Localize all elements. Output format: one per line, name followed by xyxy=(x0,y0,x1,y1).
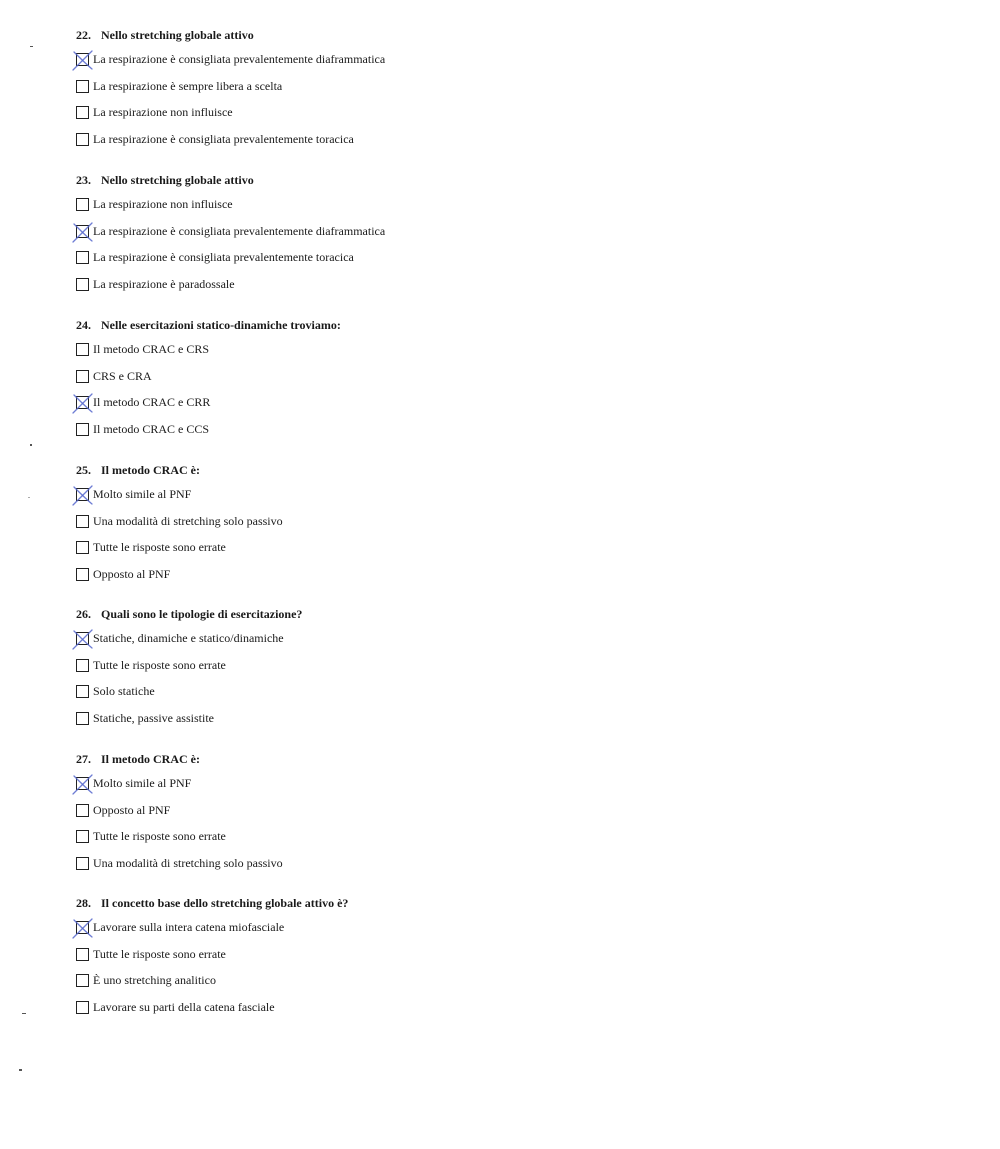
answer-option[interactable] xyxy=(76,515,676,542)
question-27 xyxy=(76,752,676,884)
answer-label: Lavorare sulla intera catena miofasciale xyxy=(93,920,285,934)
answer-checkbox[interactable] xyxy=(76,225,89,238)
answer-checkbox[interactable] xyxy=(76,948,89,961)
check-x-mark-icon xyxy=(71,627,96,652)
question-title xyxy=(76,607,676,632)
answer-label: La respirazione è consigliata prevalentemente diaframmatica xyxy=(93,223,386,238)
question-number: 22. xyxy=(76,28,91,42)
scan-speck xyxy=(30,46,33,47)
answer-option[interactable] xyxy=(76,251,676,278)
scan-speck xyxy=(19,1069,22,1071)
answer-label: La respirazione è consigliata prevalentemente toracica xyxy=(93,132,354,147)
answer-option[interactable] xyxy=(76,830,676,857)
question-22 xyxy=(76,28,676,160)
answer-checkbox[interactable] xyxy=(76,423,89,436)
answer-checkbox[interactable] xyxy=(76,974,89,987)
answer-option[interactable] xyxy=(76,921,676,948)
answer-option[interactable] xyxy=(76,225,676,252)
check-x-mark-icon xyxy=(71,483,96,508)
answer-checkbox[interactable] xyxy=(76,278,89,291)
answer-label: Statiche, passive assistite xyxy=(93,711,214,726)
answer-checkbox[interactable] xyxy=(76,515,89,528)
answer-option[interactable] xyxy=(76,53,676,80)
answer-option[interactable] xyxy=(76,488,676,515)
answer-checkbox[interactable] xyxy=(76,685,89,698)
answer-label: CRS e CRA xyxy=(93,368,152,383)
answer-option[interactable] xyxy=(76,632,676,659)
question-28 xyxy=(76,896,676,1028)
check-x-mark-icon xyxy=(71,916,96,941)
answer-checkbox[interactable] xyxy=(76,133,89,146)
question-title xyxy=(76,752,676,777)
question-text: Il concetto base dello stretching globale attivo è? xyxy=(101,896,349,910)
answer-label: Molto simile al PNF xyxy=(93,487,192,501)
answer-option[interactable] xyxy=(76,777,676,804)
answer-checkbox[interactable] xyxy=(76,343,89,356)
answer-option[interactable] xyxy=(76,712,676,739)
question-title xyxy=(76,28,676,53)
answer-checkbox[interactable] xyxy=(76,712,89,725)
answer-option[interactable] xyxy=(76,685,676,712)
answer-label: Tutte le risposte sono errate xyxy=(93,540,226,555)
check-x-mark-icon xyxy=(71,772,96,797)
answer-option[interactable] xyxy=(76,541,676,568)
answer-option[interactable] xyxy=(76,974,676,1001)
answer-checkbox[interactable] xyxy=(76,198,89,211)
answer-label: La respirazione non influisce xyxy=(93,105,233,120)
answer-label: La respirazione è consigliata prevalentemente diaframmatica xyxy=(93,52,386,66)
answer-checkbox[interactable] xyxy=(76,53,89,66)
question-text: Nelle esercitazioni statico-dinamiche troviamo: xyxy=(101,318,341,332)
answer-option[interactable] xyxy=(76,370,676,397)
question-number: 27. xyxy=(76,752,91,766)
answer-checkbox[interactable] xyxy=(76,251,89,264)
question-text: Nello stretching globale attivo xyxy=(101,173,254,187)
question-title xyxy=(76,173,676,198)
answer-label: La respirazione è paradossale xyxy=(93,277,235,292)
answer-label: Tutte le risposte sono errate xyxy=(93,829,226,844)
question-text: Il metodo CRAC è: xyxy=(101,463,200,477)
answer-checkbox[interactable] xyxy=(76,80,89,93)
question-number: 23. xyxy=(76,173,91,187)
answer-option[interactable] xyxy=(76,1001,676,1028)
question-number: 26. xyxy=(76,607,91,621)
answer-option[interactable] xyxy=(76,948,676,975)
question-text: Nello stretching globale attivo xyxy=(101,28,254,42)
question-26 xyxy=(76,607,676,739)
check-x-mark-icon xyxy=(71,48,96,73)
answer-label: La respirazione è consigliata prevalentemente toracica xyxy=(93,250,354,265)
check-x-mark-icon xyxy=(71,391,96,416)
answer-label: Il metodo CRAC e CRS xyxy=(93,342,210,356)
answer-checkbox[interactable] xyxy=(76,370,89,383)
answer-label: Statiche, dinamiche e statico/dinamiche xyxy=(93,631,284,645)
answer-option[interactable] xyxy=(76,106,676,133)
answer-label: Lavorare su parti della catena fasciale xyxy=(93,1000,275,1015)
question-title xyxy=(76,318,676,343)
answer-checkbox[interactable] xyxy=(76,830,89,843)
answer-option[interactable] xyxy=(76,568,676,595)
scan-speck xyxy=(28,497,30,498)
answer-option[interactable] xyxy=(76,804,676,831)
answer-label: Una modalità di stretching solo passivo xyxy=(93,513,283,528)
answer-checkbox[interactable] xyxy=(76,541,89,554)
answer-label: Opposto al PNF xyxy=(93,802,171,817)
question-25 xyxy=(76,463,676,595)
answer-label: Opposto al PNF xyxy=(93,567,171,582)
answer-label: La respirazione è sempre libera a scelta xyxy=(93,78,283,93)
answer-option[interactable] xyxy=(76,133,676,160)
answer-checkbox[interactable] xyxy=(76,396,89,409)
question-title xyxy=(76,463,676,488)
question-23 xyxy=(76,173,676,305)
answer-option[interactable] xyxy=(76,659,676,686)
answer-label: Il metodo CRAC e CRR xyxy=(93,395,211,410)
answer-option[interactable] xyxy=(76,198,676,225)
answer-option[interactable] xyxy=(76,857,676,884)
question-number: 25. xyxy=(76,463,91,477)
answer-label: Molto simile al PNF xyxy=(93,776,192,790)
answer-checkbox[interactable] xyxy=(76,921,89,934)
answer-label: Solo statiche xyxy=(93,684,155,699)
answer-label: Tutte le risposte sono errate xyxy=(93,946,226,961)
answer-option[interactable] xyxy=(76,343,676,370)
answer-checkbox[interactable] xyxy=(76,106,89,119)
scan-speck xyxy=(22,1013,26,1014)
answer-checkbox[interactable] xyxy=(76,777,89,790)
answer-label: È uno stretching analitico xyxy=(93,973,216,988)
question-text: Quali sono le tipologie di esercitazione? xyxy=(101,607,303,621)
answer-option[interactable] xyxy=(76,396,676,423)
question-text: Il metodo CRAC è: xyxy=(101,752,200,766)
answer-checkbox[interactable] xyxy=(76,1001,89,1014)
check-x-mark-icon xyxy=(71,220,96,245)
question-24 xyxy=(76,318,676,450)
question-number: 24. xyxy=(76,318,91,332)
question-title xyxy=(76,896,676,921)
answer-option[interactable] xyxy=(76,423,676,450)
answer-checkbox[interactable] xyxy=(76,659,89,672)
answer-option[interactable] xyxy=(76,278,676,305)
answer-label: Il metodo CRAC e CCS xyxy=(93,422,210,437)
answer-label: Tutte le risposte sono errate xyxy=(93,657,226,672)
answer-checkbox[interactable] xyxy=(76,632,89,645)
question-number: 28. xyxy=(76,896,91,910)
answer-option[interactable] xyxy=(76,80,676,107)
answer-checkbox[interactable] xyxy=(76,804,89,817)
answer-label: Una modalità di stretching solo passivo xyxy=(93,856,283,871)
answer-checkbox[interactable] xyxy=(76,488,89,501)
answer-checkbox[interactable] xyxy=(76,857,89,870)
answer-label: La respirazione non influisce xyxy=(93,197,233,211)
answer-checkbox[interactable] xyxy=(76,568,89,581)
scan-speck xyxy=(30,444,32,446)
